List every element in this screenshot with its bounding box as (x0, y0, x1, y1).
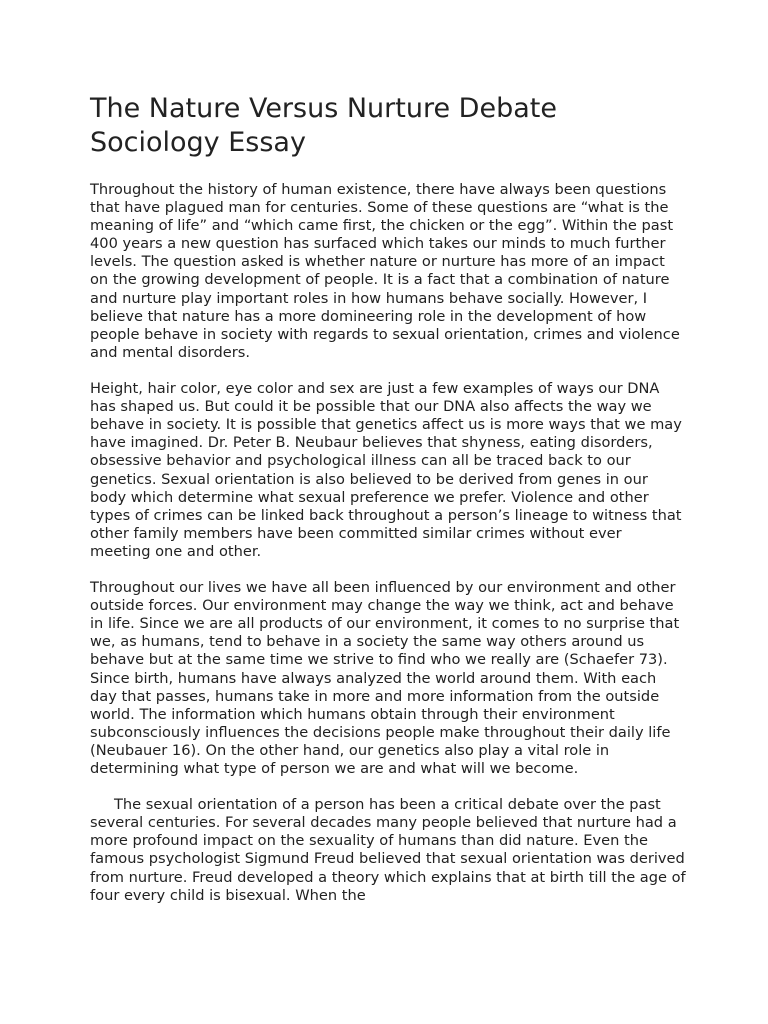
document-title: The Nature Versus Nurture Debate Sociology Essay (90, 93, 557, 158)
document-page (90, 92, 686, 923)
paragraph-4: The sexual orientation of a person has been a critical debate over the past several centuries. For several decades many people believed that nurture had a more profound impact on the sexuality of humans than did nature. Even the famous psychologist Sigmund Freud believed that sexual orientation was derived from nurture. Freud developed a theory which explains that at birth till the age of four every child is bisexual. When the (90, 796, 686, 904)
paragraph-3: Throughout our lives we have all been influenced by our environment and other outside forces. Our environment may change the way we think, act and behave in life. Since we are all products of our environment, it comes to no surprise that we, as humans, tend to behave in a society the same way others around us behave but at the same time we strive to find who we really are (Schaefer 73). Since birth, humans have always analyzed the world around them. With each day that passes, humans take in more and more information from the outside world. The information which humans obtain through their environment subconsciously influences the decisions people make throughout their daily life (Neubauer 16). On the other hand, our genetics also play a vital role in determining what type of person we are and what will we become. (90, 579, 680, 777)
paragraph-1: Throughout the history of human existence, there have always been questions that have plagued man for centuries. Some of these questions are “what is the meaning of life” and “which came first, the chicken or the egg”. Within the past 400 years a new question has surfaced which takes our minds to much further levels. The question asked is whether nature or nurture has more of an impact on the growing development of people. It is a fact that a combination of nature and nurture play important roles in how humans behave socially. However, I believe that nature has a more domineering role in the development of how people behave in society with regards to sexual orientation, crimes and violence and mental disorders. (90, 181, 680, 361)
paragraph-2: Height, hair color, eye color and sex are just a few examples of ways our DNA has shaped us. But could it be possible that our DNA also affects the way we behave in society. It is possible that genetics affect us is more ways that we may have imagined. Dr. Peter B. Neubaur believes that shyness, eating disorders, obsessive behavior and psychological illness can all be traced back to our genetics. Sexual orientation is also believed to be derived from genes in our body which determine what sexual preference we prefer. Violence and other types of crimes can be linked back throughout a person’s lineage to witness that other family members have been committed similar crimes without ever meeting one and other. (90, 380, 682, 560)
